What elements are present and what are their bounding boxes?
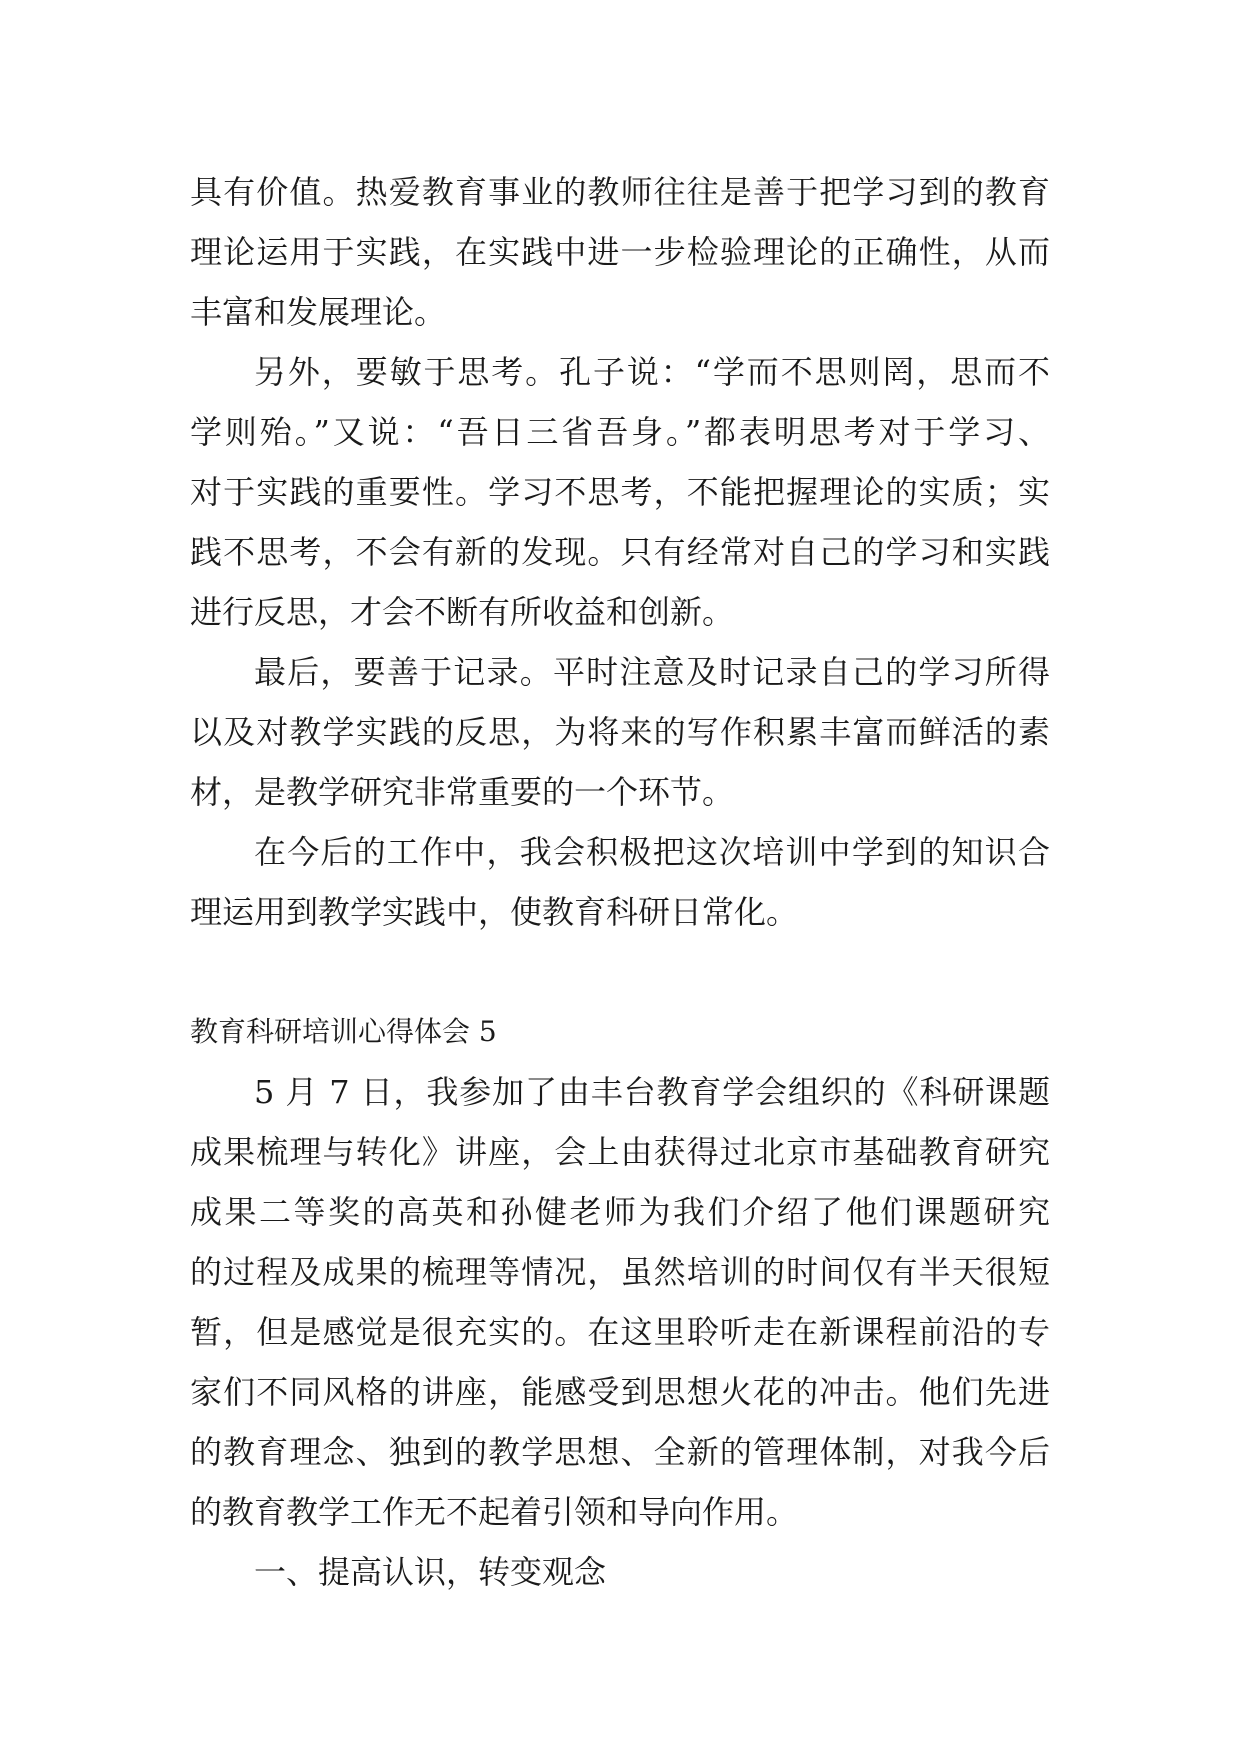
paragraph-4 xyxy=(190,822,1050,942)
text-line: 成果二等奖的高英和孙健老师为我们介绍了他们课题研究 xyxy=(190,1193,1050,1231)
text-line: 以及对教学实践的反思，为将来的写作积累丰富而鲜活的素 xyxy=(190,713,1050,751)
document-body xyxy=(190,162,1050,1602)
paragraph-3 xyxy=(190,642,1050,822)
text-line: 学则殆。”又说：“吾日三省吾身。”都表明思考对于学习、 xyxy=(190,413,1050,451)
text-line: 另外，要敏于思考。孔子说：“学而不思则罔，思而不 xyxy=(254,353,1050,391)
paragraph-1 xyxy=(190,162,1050,342)
text-line: 5 月 7 日，我参加了由丰台教育学会组织的《科研课题 xyxy=(254,1073,1050,1111)
text-line: 践不思考，不会有新的发现。只有经常对自己的学习和实践 xyxy=(190,533,1050,571)
paragraph-2 xyxy=(190,342,1050,642)
text-line: 成果梳理与转化》讲座，会上由获得过北京市基础教育研究 xyxy=(190,1133,1050,1171)
section-paragraph-2 xyxy=(190,1542,1050,1602)
text-line: 具有价值。热爱教育事业的教师往往是善于把学习到的教育 xyxy=(190,173,1050,211)
text-line: 最后，要善于记录。平时注意及时记录自己的学习所得 xyxy=(254,653,1050,691)
text-line: 材，是教学研究非常重要的一个环节。 xyxy=(190,773,735,811)
section-paragraph-1 xyxy=(190,1062,1050,1542)
text-line: 理论运用于实践，在实践中进一步检验理论的正确性，从而 xyxy=(190,233,1050,271)
text-line: 对于实践的重要性。学习不思考，不能把握理论的实质；实 xyxy=(190,473,1050,511)
text-line: 进行反思，才会不断有所收益和创新。 xyxy=(190,593,735,631)
text-line: 理运用到教学实践中，使教育科研日常化。 xyxy=(190,893,799,931)
text-line: 丰富和发展理论。 xyxy=(190,293,447,331)
text-line: 暂，但是感觉是很充实的。在这里聆听走在新课程前沿的专 xyxy=(190,1313,1050,1351)
text-line: 的教育教学工作无不起着引领和导向作用。 xyxy=(190,1493,799,1531)
text-line: 家们不同风格的讲座，能感受到思想火花的冲击。他们先进 xyxy=(190,1373,1050,1411)
subheading: 一、提高认识，转变观念 xyxy=(254,1553,607,1591)
section-title: 教育科研培训心得体会 5 xyxy=(190,1015,497,1048)
text-line: 在今后的工作中，我会积极把这次培训中学到的知识合 xyxy=(254,833,1050,871)
text-line: 的教育理念、独到的教学思想、全新的管理体制，对我今后 xyxy=(190,1433,1050,1471)
text-line: 的过程及成果的梳理等情况，虽然培训的时间仅有半天很短 xyxy=(190,1253,1050,1291)
